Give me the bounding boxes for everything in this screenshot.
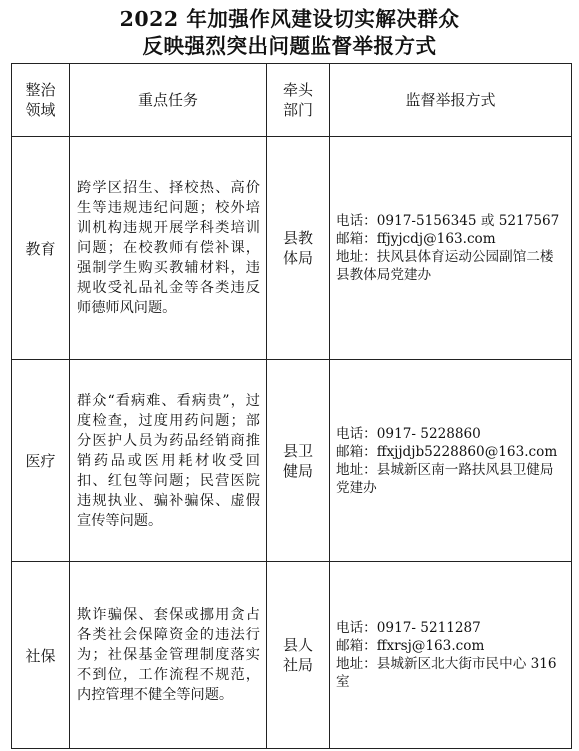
header-area: 整治 领域 — [12, 64, 70, 137]
contact-email: 邮箱：ffxrsj@163.com — [336, 638, 485, 654]
dept-cell: 县人 社局 — [267, 562, 330, 749]
dept-cell: 县卫 健局 — [267, 360, 330, 562]
dept-cell: 县教 体局 — [267, 137, 330, 360]
task-cell: 欺诈骗保、套保或挪用贪占各类社会保障资金的违法行为；社保基金管理制度落实不到位，工作流程不规范，内控管理不健全等问题。 — [70, 562, 267, 749]
document-title-line2: 反映强烈突出问题监督举报方式 — [142, 34, 437, 58]
task-cell: 群众“看病难、看病贵”，过度检查，过度用药问题；部分医护人员为药品经销商推销药品或医用耗材收受回扣、红包等问题；民营医院违规执业、骗补骗保、虚假宣传等问题。 — [70, 360, 267, 562]
contact-cell — [330, 562, 572, 749]
task-cell: 跨学区招生、择校热、高价生等违规违纪问题；校外培训机构违规开展学科类培训问题；在校教师有偿补课，强制学生购买教辅材料，违规收受礼品礼金等各类违反师德师风问题。 — [70, 137, 267, 360]
supervision-table — [11, 63, 572, 749]
header-dept: 牵头 部门 — [267, 64, 330, 137]
table-row-medical — [12, 360, 572, 562]
area-cell: 社保 — [12, 562, 70, 749]
area-cell: 教育 — [12, 137, 70, 360]
table-header-row — [12, 64, 572, 137]
contact-phone: 电话：0917- 5211287 — [336, 620, 481, 636]
contact-address: 地址：县城新区北大街市民中心 316 室 — [336, 656, 557, 690]
table-row-education — [12, 137, 572, 360]
contact-cell — [330, 137, 572, 360]
contact-phone: 电话：0917-5156345 或 5217567 — [336, 213, 560, 229]
contact-email: 邮箱：ffxjjdjb5228860@163.com — [336, 443, 558, 460]
header-task: 重点任务 — [70, 64, 267, 137]
contact-phone: 电话：0917- 5228860 — [336, 425, 481, 442]
contact-address: 地址：扶风县体育运动公园副馆二楼县教体局党建办 — [336, 249, 554, 283]
area-cell: 医疗 — [12, 360, 70, 562]
contact-email: 邮箱：ffjyjcdj@163.com — [336, 231, 496, 247]
header-contact: 监督举报方式 — [330, 64, 572, 137]
contact-address: 地址：县城新区南一路扶风县卫健局党建办 — [336, 461, 554, 496]
contact-cell — [330, 360, 572, 562]
document-title-line1: 2022 年加强作风建设切实解决群众 — [119, 7, 460, 31]
table-row-social-security — [12, 562, 572, 749]
